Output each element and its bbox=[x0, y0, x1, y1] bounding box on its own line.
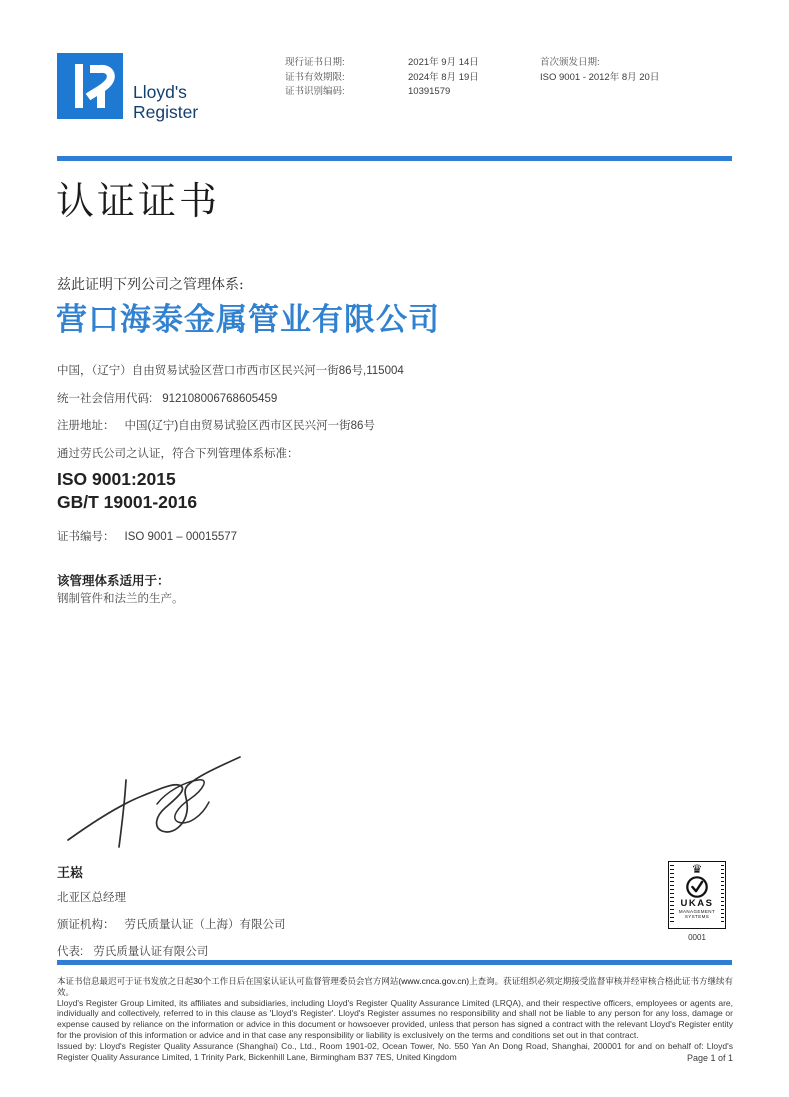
certificate-dates-block bbox=[285, 56, 479, 100]
first-issue-value: ISO 9001 - 2012年 8月 20日 bbox=[540, 71, 660, 83]
cert-id-row bbox=[285, 85, 479, 100]
first-issue-block bbox=[540, 56, 659, 85]
issuing-body-label: 颁证机构： bbox=[57, 919, 115, 931]
lloyds-register-logo-icon bbox=[57, 53, 123, 119]
page-number: Page 1 of 1 bbox=[686, 1053, 733, 1063]
current-cert-date-value: 2021年 9月 14日 bbox=[408, 57, 479, 68]
ukas-ticks-left bbox=[670, 865, 674, 925]
certificate-number-label: 证书编号： bbox=[57, 531, 115, 543]
lr-monogram-icon bbox=[57, 53, 123, 119]
ukas-box bbox=[668, 861, 726, 929]
ukas-number: 0001 bbox=[688, 933, 706, 942]
current-cert-date-row bbox=[285, 56, 479, 71]
checkmark-circle-icon bbox=[685, 875, 709, 899]
scope-heading: 该管理体系适用于： bbox=[57, 574, 170, 588]
ukas-subtitle-line2: SYSTEMS bbox=[684, 914, 710, 919]
ukas-ticks-right bbox=[721, 865, 725, 925]
registered-address-line bbox=[57, 417, 375, 433]
credit-code-value: 912108006768605459 bbox=[162, 393, 278, 405]
wordmark-line2: Register bbox=[133, 102, 199, 122]
footer-fine-print bbox=[57, 976, 733, 1062]
footer-en-disclaimer: Lloyd's Register Group Limited, its affiliates and subsidiaries, including Lloyd's Register Quality Assurance Limited (LRQA), and their respective officers, employees or agents are, individually and collectively, referred to in this clause as 'Lloyd's Register'. Lloyd's Register assumes no responsibility and shall not be liable to any person for any loss, damage or expense caused by reliance on the information or advice in this document or howsoever provided, unless that person has signed a contract with the relevant Lloyd's Register entity for the provision of this information or advice and in that case any responsibility or liability is exclusively on the terms and conditions set out in that contract. bbox=[57, 997, 733, 1040]
footer-cn-notice: 本证书信息最迟可于证书发放之日起30个工作日后在国家认证认可监督管理委员会官方网站(www.cnca.gov.cn)上查询。获证组织必须定期接受监督审核并经审核合格此证书方继续有效。 bbox=[57, 976, 733, 997]
cert-expiry-value: 2024年 8月 19日 bbox=[408, 71, 479, 83]
scope-text: 钢制管件和法兰的生产。 bbox=[57, 593, 184, 605]
registered-address-label: 注册地址： bbox=[57, 420, 115, 432]
crown-icon: ♛ bbox=[691, 862, 703, 876]
header-divider bbox=[57, 156, 732, 161]
footer-divider bbox=[57, 960, 732, 965]
registered-address-value: 中国(辽宁)自由贸易试验区西市区民兴河一街86号 bbox=[124, 420, 375, 432]
certificate-number-line bbox=[57, 528, 237, 544]
ukas-name: UKAS bbox=[680, 898, 714, 909]
on-behalf-label: 代表: bbox=[57, 946, 84, 958]
cert-id-label: 证书识别编码: bbox=[285, 86, 345, 97]
first-issue-label: 首次颁发日期: bbox=[540, 57, 600, 68]
ukas-accreditation-mark bbox=[668, 861, 726, 942]
footer-issued-by: Issued by: Lloyd's Register Quality Assurance (Shanghai) Co., Ltd., Room 1901-02, Ocean Tower, No. 550 Yan An Dong Road, Shanghai, 200001 for and on behalf of: Lloyd's Register Quality Assurance Limited, 1 Trinity Park, Bickenhill Lane, Birmingham B37 7ES, United Kingdom bbox=[57, 1040, 733, 1062]
standards-block bbox=[57, 468, 197, 514]
wordmark-line1: Lloyd's bbox=[133, 82, 187, 102]
standard-gbt-19001: GB/T 19001-2016 bbox=[57, 492, 198, 512]
company-name: 营口海泰金属管业有限公司 bbox=[56, 302, 440, 338]
cert-expiry-label: 证书有效期限: bbox=[285, 71, 345, 83]
signature bbox=[62, 742, 297, 862]
cert-id-value: 10391579 bbox=[408, 86, 451, 97]
certificate-number-value: ISO 9001 – 00015577 bbox=[124, 531, 238, 543]
company-address: 中国，（辽宁）自由贸易试验区营口市西市区民兴河一街86号,115004 bbox=[57, 365, 404, 377]
credit-code-label: 统一社会信用代码: bbox=[57, 393, 153, 405]
issuing-body-value: 劳氏质量认证（上海）有限公司 bbox=[124, 919, 286, 931]
approval-statement: 通过劳氏公司之认证，符合下列管理体系标准： bbox=[57, 448, 299, 460]
ukas-subtitle-line1: MANAGEMENT bbox=[678, 909, 716, 914]
certificate-title: 认证证书 bbox=[56, 179, 221, 223]
signatory-name: 王崧 bbox=[57, 865, 84, 880]
credit-code-line bbox=[57, 390, 277, 406]
cert-expiry-row bbox=[285, 71, 479, 86]
current-cert-date-label: 现行证书日期: bbox=[285, 57, 345, 68]
issuing-body-line bbox=[57, 916, 286, 932]
intro-statement: 兹此证明下列公司之管理体系: bbox=[57, 277, 244, 293]
on-behalf-line bbox=[57, 943, 208, 959]
on-behalf-value: 劳氏质量认证有限公司 bbox=[93, 946, 209, 958]
lloyds-register-wordmark bbox=[133, 82, 198, 122]
standard-iso-9001: ISO 9001:2015 bbox=[57, 469, 176, 489]
signature-scrawl-icon bbox=[62, 742, 297, 857]
signatory-title: 北亚区总经理 bbox=[57, 892, 126, 904]
